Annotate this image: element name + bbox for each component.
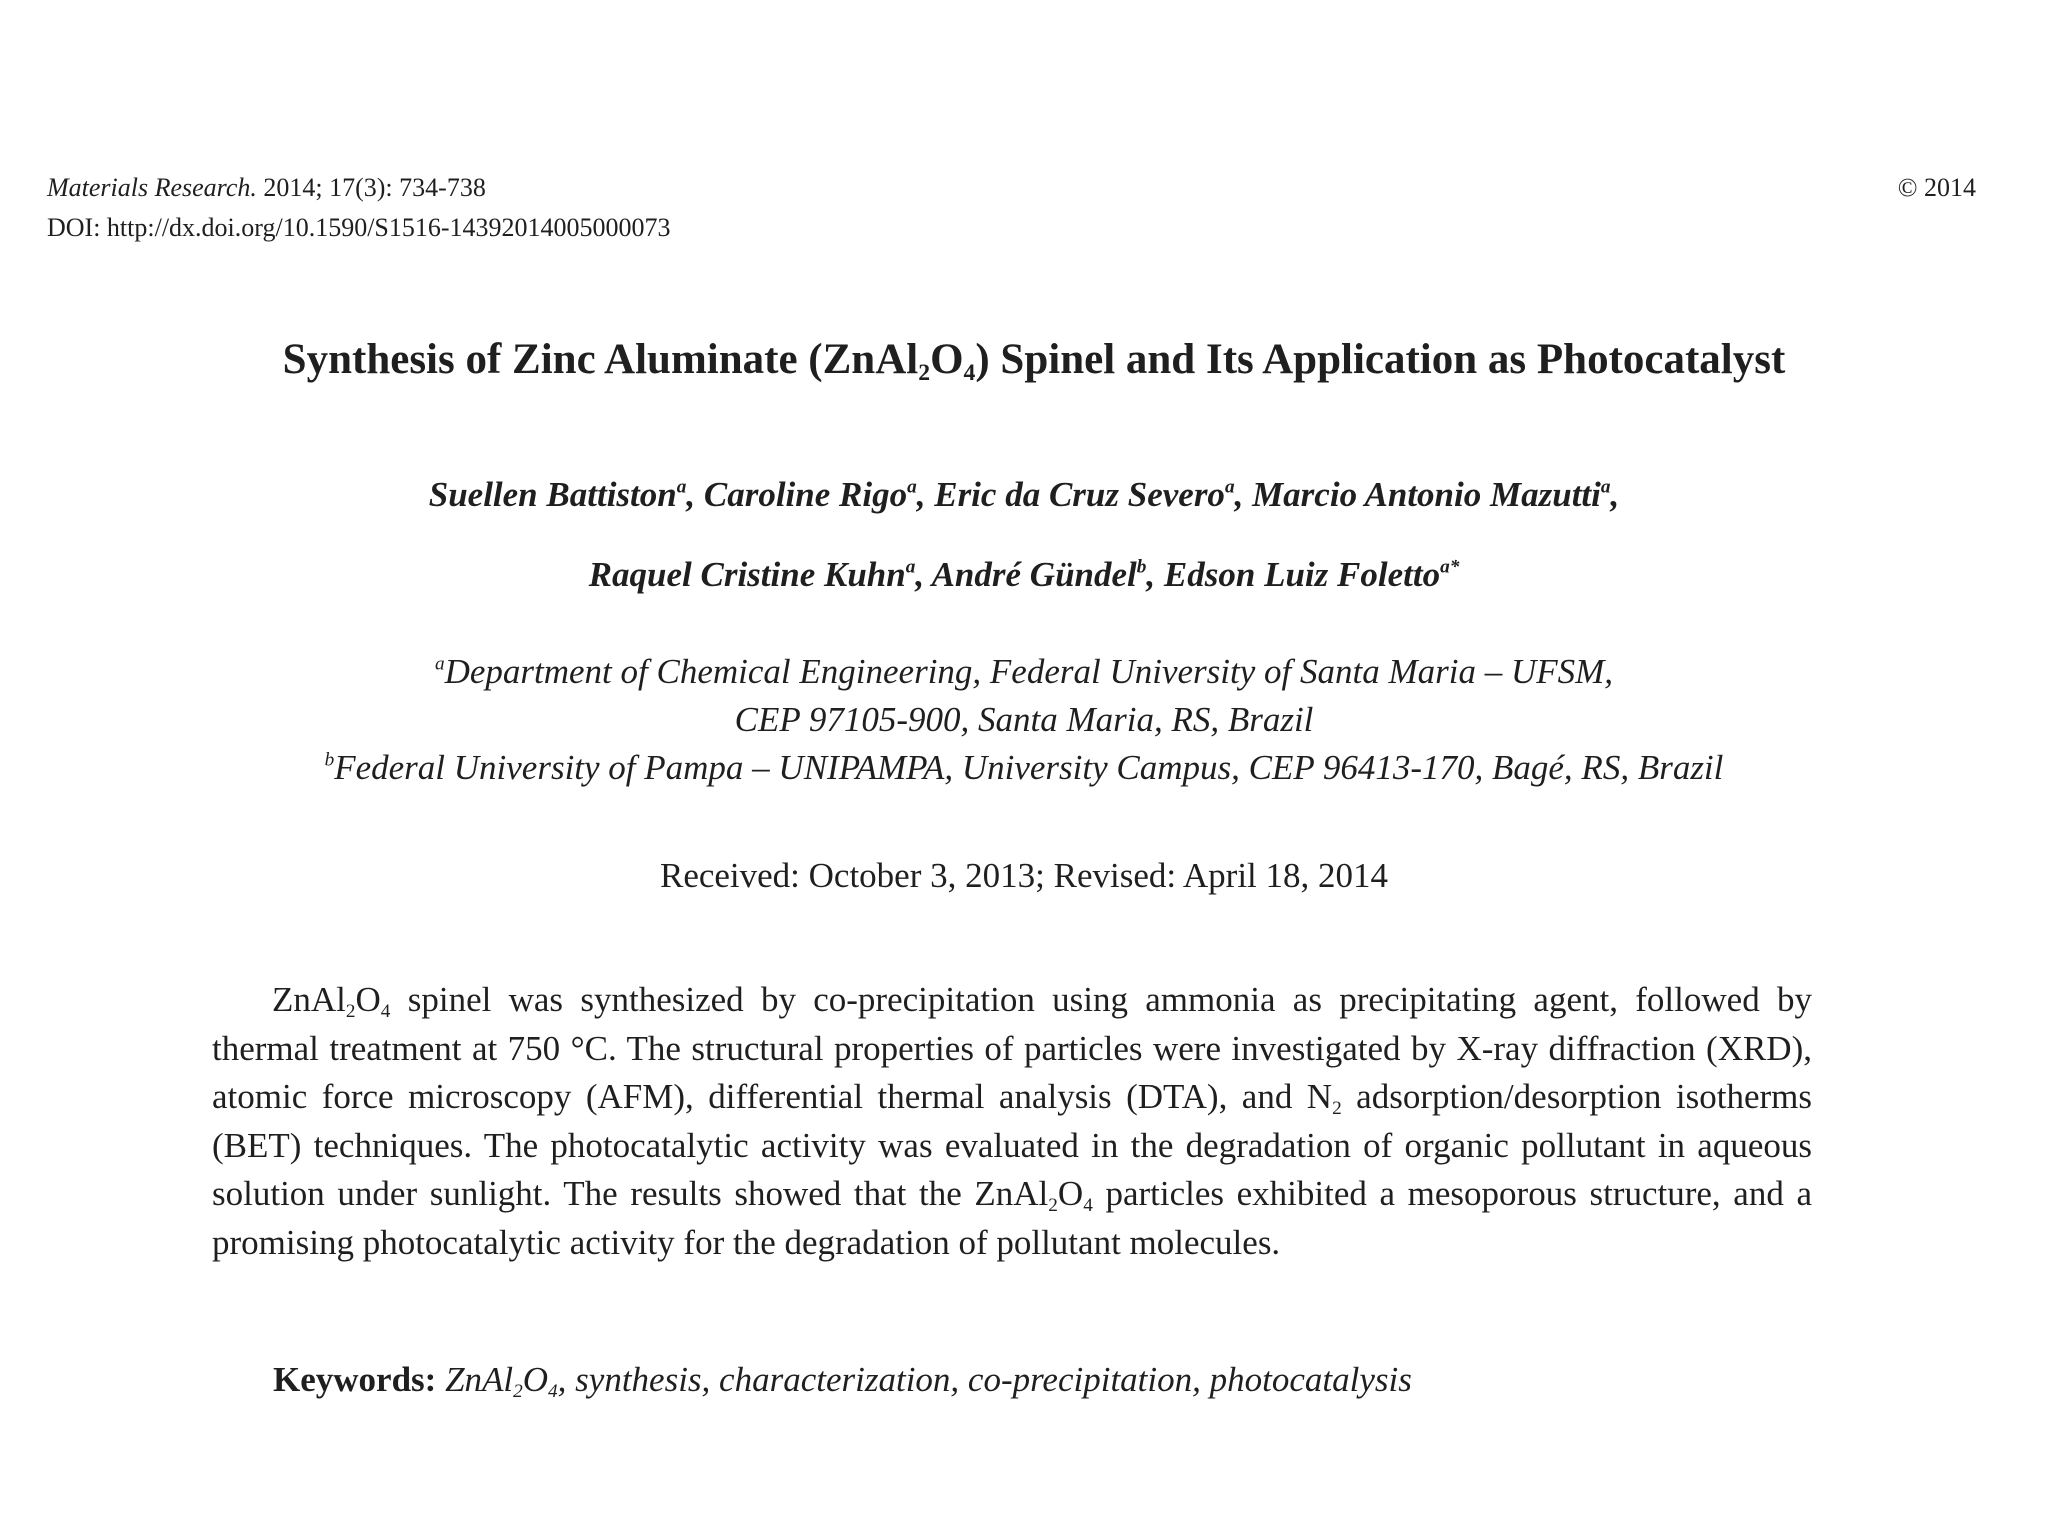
formula: [272, 980, 391, 1022]
affiliation-mark: a: [434, 653, 445, 675]
formula-subscript: 2: [1332, 1097, 1342, 1119]
title-subscript: 4: [963, 360, 976, 387]
abstract-text: adsorption/desorption isotherms (BET) techniques. The photocatalytic activity was evaluated in the degradation of organic pollutant in aqueous solution under sunlight. The results showed that the: [212, 1077, 1812, 1213]
formula-part: ZnAl: [272, 980, 346, 1019]
keywords: [273, 1356, 1412, 1404]
author-affiliation-mark: a: [1224, 476, 1235, 498]
affiliation-text: Department of Chemical Engineering, Federal University of Santa Maria – UFSM,: [444, 652, 1614, 691]
author-name: Caroline Rigo: [703, 475, 908, 514]
abstract-text: particles exhibited a mesoporous structure, and a promising photocatalytic activity for the degradation of pollutant molecules.: [212, 1174, 1812, 1262]
formula-subscript: 4: [548, 1380, 558, 1402]
author-separator: ,: [1146, 555, 1164, 594]
keywords-rest: , synthesis, characterization, co-precipitation, photocatalysis: [557, 1360, 1412, 1399]
formula-subscript: 2: [513, 1380, 523, 1402]
author-name: Edson Luiz Foletto: [1163, 555, 1441, 594]
author-affiliation-mark: a: [907, 476, 917, 498]
formula-subscript: 4: [380, 1000, 391, 1022]
formula-part: ZnAl: [974, 1174, 1049, 1213]
doi-line: DOI: http://dx.doi.org/10.1590/S1516-14392014005000073: [47, 213, 671, 242]
author-separator: ,: [915, 555, 932, 594]
author-affiliation-mark: b: [1136, 556, 1147, 578]
author-line: [0, 535, 2048, 615]
formula-part: ZnAl: [436, 1360, 514, 1399]
author-affiliation-mark: a*: [1440, 556, 1460, 578]
keywords-label: Keywords:: [273, 1360, 437, 1399]
copyright: © 2014: [1897, 173, 1976, 202]
formula-subscript: 4: [1083, 1194, 1093, 1216]
affiliation-a-line-2: CEP 97105-900, Santa Maria, RS, Brazil: [734, 700, 1314, 739]
affiliation-b-line: [0, 744, 2048, 792]
abstract-text: spinel was synthesized by co-precipitation using ammonia as precipitating agent, followed by thermal treatment at 750 °C. The structural properties of particles were investigated by X-ray diffraction (XRD), atomic force microscopy (AFM), differential thermal analysis (DTA), and N: [212, 980, 1812, 1116]
author-separator: ,: [1234, 475, 1253, 514]
formula-part: O: [355, 980, 381, 1019]
title-part: O: [930, 336, 964, 383]
title-part: ) Spinel and Its Application as Photocatalyst: [975, 336, 1786, 383]
journal-name: Materials Research.: [47, 173, 257, 202]
author-name: Raquel Cristine Kuhn: [588, 555, 906, 594]
formula-subscript: 2: [345, 1000, 356, 1022]
author-separator: ,: [1610, 475, 1620, 514]
formula-part: O: [522, 1360, 549, 1399]
formula-part: O: [1057, 1174, 1084, 1213]
abstract: [212, 976, 1812, 1267]
received-dates: Received: October 3, 2013; Revised: April 18, 2014: [659, 856, 1389, 895]
affiliation-mark: b: [324, 749, 335, 771]
formula-subscript: 2: [1048, 1194, 1058, 1216]
author-separator: ,: [686, 475, 704, 514]
affiliation-text: Federal University of Pampa – UNIPAMPA, University Campus, CEP 96413-170, Bagé, RS, Brazil: [334, 748, 1724, 787]
author-name: André Gündel: [931, 555, 1137, 594]
affiliations: [0, 648, 2048, 792]
author-affiliation-mark: a: [905, 556, 916, 578]
author-name: Marcio Antonio Mazutti: [1252, 475, 1601, 514]
author-affiliation-mark: a: [1600, 476, 1611, 498]
affiliation-a-line: [0, 648, 2048, 696]
author-line: [0, 455, 2048, 535]
keywords-list: [436, 1360, 1412, 1402]
paper-title: [0, 332, 2048, 388]
author-name: Eric da Cruz Severo: [934, 475, 1225, 514]
title-subscript: 2: [918, 360, 931, 387]
formula: [974, 1174, 1093, 1216]
author-list: [0, 455, 2048, 615]
author-name: Suellen Battiston: [428, 475, 677, 514]
author-separator: ,: [916, 475, 935, 514]
citation-line: [47, 168, 671, 208]
journal-header: [47, 168, 671, 248]
citation: 2014; 17(3): 734-738: [256, 173, 486, 202]
title-part: Synthesis of Zinc Aluminate (ZnAl: [282, 336, 919, 383]
author-affiliation-mark: a: [676, 476, 687, 498]
